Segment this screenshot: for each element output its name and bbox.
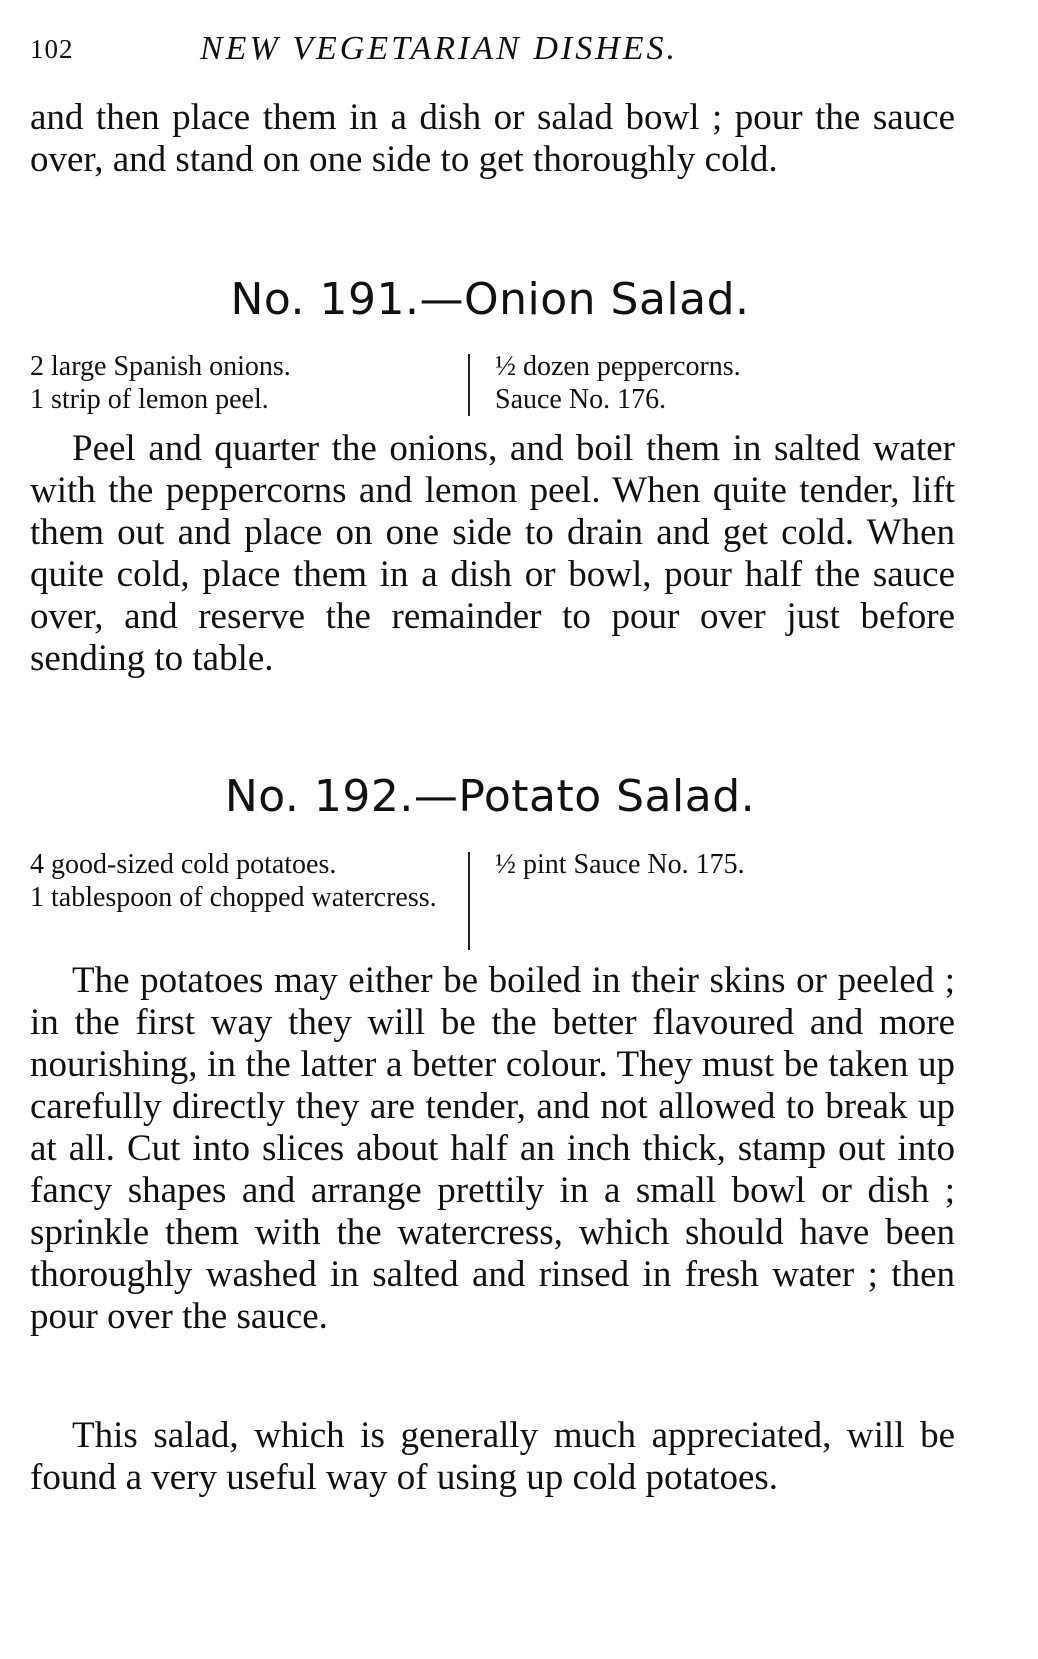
ingredients-left-192: [30, 848, 460, 914]
ingredient-item: 2 large Spanish onions.: [30, 351, 291, 382]
ingredient-item: 4 good-sized cold potatoes.: [30, 849, 337, 880]
ingredients-191: [30, 350, 955, 420]
ingredient-item: 1 strip of lemon peel.: [30, 384, 269, 415]
running-head: [30, 30, 790, 70]
recipe-title-191: No. 191.—Onion Salad.: [230, 274, 750, 325]
ingredient-item: Sauce No. 176.: [495, 384, 667, 415]
page-number: 102: [30, 34, 74, 64]
ingredients-right-192: [495, 848, 935, 881]
ingredient-divider: [468, 852, 470, 950]
running-title: NEW VEGETARIAN DISHES.: [200, 30, 679, 67]
recipe-title-192: No. 192.—Potato Salad.: [224, 771, 756, 822]
ingredient-item: ½ dozen peppercorns.: [495, 351, 741, 382]
ingredient-item: 1 tablespoon of chopped watercress.: [30, 882, 437, 913]
ingredients-right-191: [495, 350, 935, 416]
ingredient-divider: [468, 354, 470, 416]
ingredients-left-191: [30, 350, 460, 416]
recipe-paragraph-191: Peel and quarter the onions, and boil them in salted water with the peppercorns and lemon peel. When quite tender, lift them out and place on one side to drain and get cold. When quite cold, place them in a dish or bowl, pour half the sauce over, and reserve the remainder to pour over just before sending to table.: [30, 428, 955, 679]
ingredient-item: ½ pint Sauce No. 175.: [495, 849, 745, 880]
recipe-paragraph-192b: This salad, which is generally much appreciated, will be found a very useful way of using up cold potatoes.: [30, 1415, 955, 1498]
recipe-paragraph-192a: The potatoes may either be boiled in their skins or peeled ; in the first way they will be the better flavoured and more nourishing, in the latter a better colour. They must be taken up carefully directly they are tender, and not allowed to break up at all. Cut into slices about half an inch thick, stamp out into fancy shapes and arrange prettily in a small bowl or dish ; sprinkle them with the watercress, which should have been thoroughly washed in salted and rinsed in fresh water ; then pour over the sauce.: [30, 960, 955, 1337]
ingredients-192: [30, 848, 955, 953]
continuation-paragraph: and then place them in a dish or salad bowl ; pour the sauce over, and stand on one side to get thoroughly cold.: [30, 97, 955, 180]
